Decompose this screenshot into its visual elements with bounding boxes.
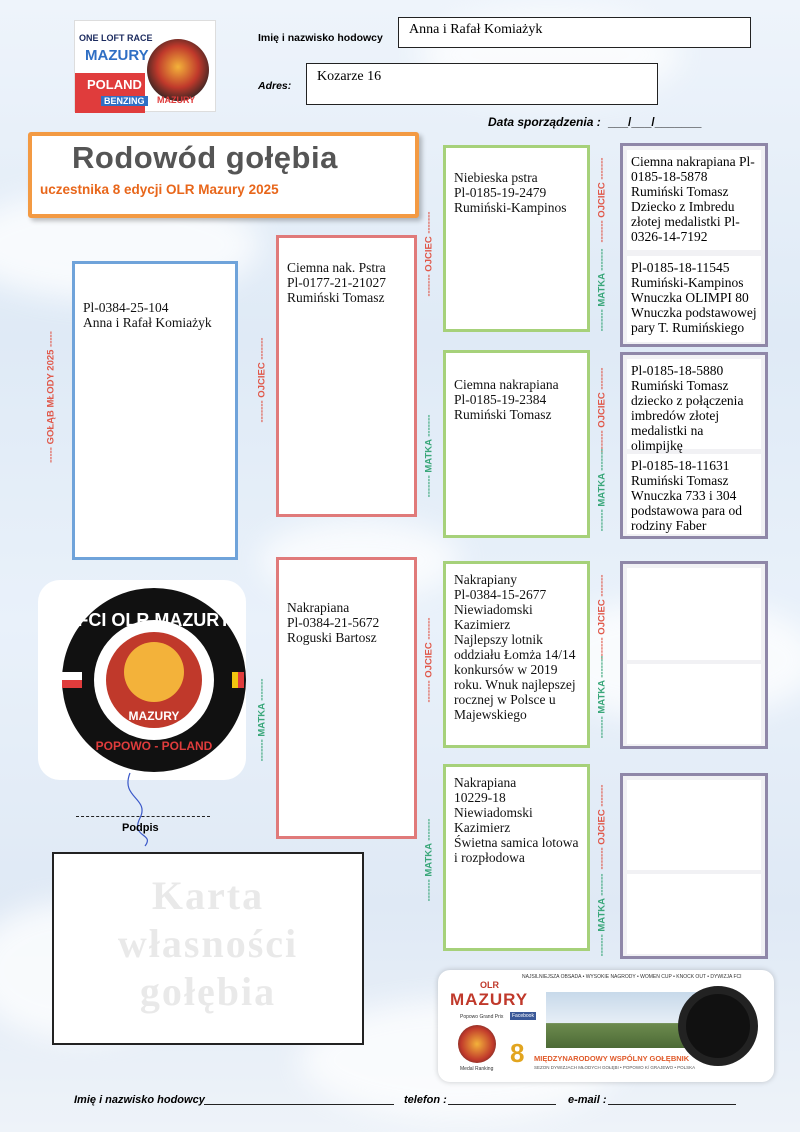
pigeon-ring: Pl-0384-25-104 [83,300,169,315]
fm-line: Ciemna nakrapiana [454,377,559,392]
mfm-label: ------- MATKA ------- [596,655,608,739]
mm-box [443,764,590,951]
fci-badge [38,580,246,780]
mother-label: ------- MATKA ------- [256,678,268,762]
fmm-label: ------- MATKA ------- [596,448,608,532]
mmf-slot [627,780,761,870]
banner-mazury: MAZURY [450,990,529,1009]
mm-label: ------- MATKA ------- [423,818,435,902]
fmf-slot [627,359,761,453]
signature-label: Podpis [122,822,159,834]
breeder-label: Imię i nazwisko hodowcy [258,32,383,44]
olr-logo [74,20,216,112]
fm-line: Rumiński Tomasz [454,407,552,422]
mother-box [276,557,417,839]
ffm-slot [627,256,761,342]
fmf-text: Pl-0185-18-5880 Rumiński Tomasz dziecko z połączenia imbredów złotej medalistki na olimpijkę [631,363,744,453]
mf-line: Pl-0384-15-2677 [454,587,547,602]
page-subtitle: uczestnika 8 edycji OLR Mazury 2025 [40,182,279,197]
fmm-text: Pl-0185-18-11631 Rumiński Tomasz Wnuczka 733 i 304 podstawowa para od rodziny Faber [631,458,742,533]
fm-box [443,350,590,538]
footer-phone-label: telefon : [404,1094,447,1106]
gen3-box-2 [620,352,768,539]
mm-line: Kazimierz [454,820,511,835]
page-title: Rodowód gołębia [72,140,338,175]
mmm-slot [627,874,761,954]
father-box [276,235,417,517]
fci-badge-graphic [38,580,246,780]
pigeon-box [72,261,238,560]
date-field[interactable]: ___/___/_______ [608,115,702,129]
logo-sponsor: BENZING [101,96,148,106]
footer-name-label: Imię i nazwisko hodowcy [74,1094,205,1106]
pigeon-owner: Anna i Rafał Komiażyk [83,315,212,330]
banner-number: 8 [510,1038,525,1068]
gen3-box-1 [620,143,768,347]
mm-line: Nakrapiana [454,775,517,790]
badge-middle-text: MAZURY [128,709,180,723]
logo-line2: MAZURY [85,47,149,64]
banner-facebook: Facebook [512,1013,534,1019]
address-field[interactable] [306,63,658,105]
signature-line [76,816,210,817]
banner-olr: OLR [480,980,499,990]
ff-line: Rumiński-Kampinos [454,200,567,215]
mf-line: Kazimierz [454,617,511,632]
mf-line: Niewiadomski [454,602,533,617]
mff-slot [627,568,761,660]
banner-top-strip: NAJSILNIEJSZA OBSADA • WYSOKIE NAGRODY • WOMEN CUP • KNOCK OUT • DYWIZJA FCI [522,974,742,980]
mm-line: 10229-18 [454,790,506,805]
gen3-box-3 [620,561,768,749]
fm-line: Pl-0185-19-2384 [454,392,547,407]
pigeon-emblem-icon [147,39,209,101]
banner-grand-prix: Popowo Grand Prix [460,1014,504,1020]
mm-line: Niewiadomski [454,805,533,820]
ff-line: Pl-0185-19-2479 [454,185,547,200]
title-box [28,132,419,218]
fm-label: ------- MATKA ------- [423,414,435,498]
gen3-box-4 [620,773,768,959]
fmf-label: ------- OJCIEC ------- [596,367,608,453]
fff-text: Ciemna nakrapiana Pl-0185-18-5878 Rumiński Tomasz Dziecko z Imbredu złotej medalistki Pl-0326-14-7192 [631,154,755,244]
address-label: Adres: [258,80,292,92]
breeder-value: Anna i Rafał Komiażyk [409,22,543,37]
card-line1: Karta [151,873,265,918]
father-label: ------- OJCIEC ------- [256,337,268,423]
footer-email-label: e-mail : [568,1094,607,1106]
banner-medal: Medal Ranking [460,1066,494,1072]
father-line: Ciemna nak. Pstra [287,260,386,275]
mother-line: Pl-0384-21-5672 [287,615,380,630]
pigeon-label: ----- GOŁĄB MŁODY 2025 ----- [45,331,57,463]
mf-box [443,561,590,748]
mother-line: Nakrapiana [287,600,350,615]
badge-top-text: FCI OLR MAZURY [77,610,231,630]
logo-line1: ONE LOFT RACE [79,33,153,43]
footer-email-field[interactable] [608,1104,736,1105]
card-line3: gołębia [139,969,277,1014]
address-value: Kozarze 16 [317,69,382,84]
fff-label: ------- OJCIEC ------- [596,157,608,243]
logo-mini: MAZURY [157,95,196,105]
ffm-text: Pl-0185-18-11545 Rumiński-Kampinos Wnuczka OLIMPI 80 Wnuczka podstawowej pary T. Rumińskiego [631,260,757,335]
promo-banner [438,970,774,1082]
banner-emblem-icon [458,1025,496,1063]
ffm-label: ------- MATKA ------- [596,248,608,332]
banner-badge-icon [678,986,758,1066]
ff-line: Niebieska pstra [454,170,538,185]
signature-scribble [110,768,170,848]
mff-label: ------- OJCIEC ------- [596,574,608,660]
father-line: Pl-0177-21-21027 [287,275,386,290]
fff-slot [627,150,761,250]
mm-line: Świetna samica lotowa i rozpłodowa [454,835,579,865]
fmm-slot [627,454,761,534]
footer-name-field[interactable] [204,1104,394,1105]
banner-bottom-sub: SEZON DYWIZJACH MŁODYCH GOŁĘBI • POPOWO K/ GRAJEWO • POLSKA [534,1065,696,1070]
mf-label: ------- OJCIEC ------- [423,617,435,703]
mmm-label: ------- MATKA ------- [596,873,608,957]
mother-line: Roguski Bartosz [287,630,377,645]
logo-line3: POLAND [87,77,142,92]
father-line: Rumiński Tomasz [287,290,385,305]
breeder-field[interactable] [398,17,751,48]
card-line2: własności [117,921,299,966]
badge-bottom-text: POPOWO - POLAND [95,739,213,753]
ownership-card [52,852,364,1045]
footer-phone-field[interactable] [448,1104,556,1105]
mf-line: Nakrapiany [454,572,517,587]
ff-label: ------- OJCIEC ------- [423,211,435,297]
mmf-label: ------- OJCIEC ------- [596,784,608,870]
banner-bottom-title: MIĘDZYNARODOWY WSPÓLNY GOŁĘBNIK [534,1054,690,1063]
mf-line: Najlepszy lotnik oddziału Łomża 14/14 konkursów w 2019 roku. Wnuk najlepszej rocznej w Polsce u Majewskiego [454,632,576,722]
mfm-slot [627,664,761,744]
date-label: Data sporządzenia : [488,115,601,129]
ff-box [443,145,590,332]
